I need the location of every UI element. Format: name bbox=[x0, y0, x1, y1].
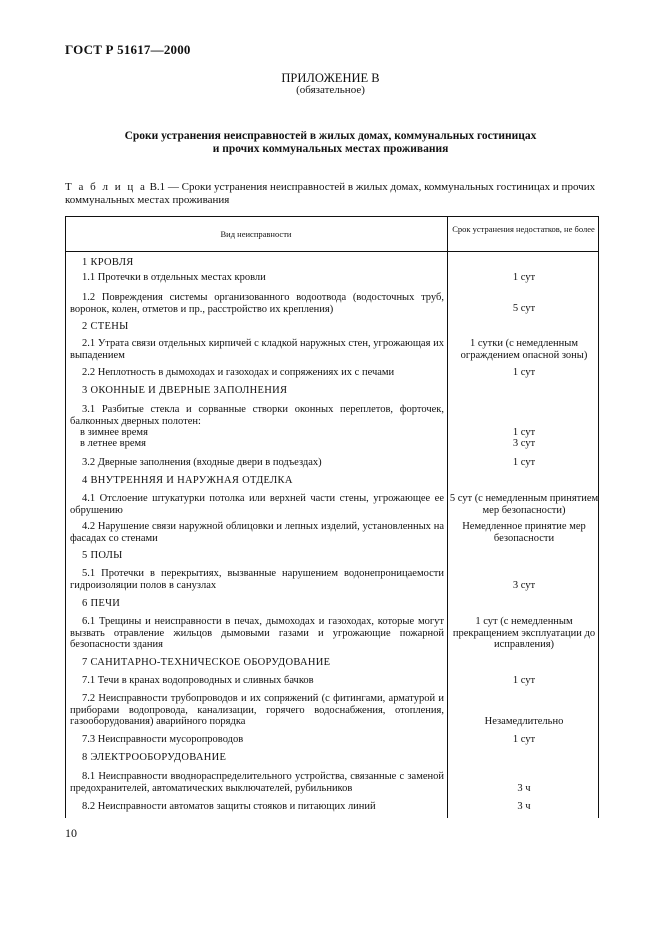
fault-term: 3 ч bbox=[517, 801, 531, 812]
fault-term: Немедленное принятие мер безопасности bbox=[462, 521, 586, 544]
table-header bbox=[65, 216, 599, 252]
column-header-fault-type: Вид неисправности bbox=[220, 229, 292, 239]
fault-description: 5.1 Протечки в перекрытиях, вызванные нарушением водонепроницаемости гидроизоляции полов в санузлах bbox=[70, 568, 444, 591]
fault-description: 3.1 Разбитые стекла и сорванные створки оконных переплетов, форточек, балконных дверных полотен: bbox=[70, 404, 444, 427]
section-heading: 7 САНИТАРНО-ТЕХНИЧЕСКОЕ ОБОРУДОВАНИЕ bbox=[82, 657, 331, 668]
fault-description: 4.1 Отслоение штукатурки потолка или верхней части стены, угрожающее ее обрушению bbox=[70, 493, 444, 516]
fault-term: 1 сут bbox=[512, 427, 536, 438]
fault-description: 2.2 Неплотность в дымоходах и газоходах и сопряжениях их с печами bbox=[82, 367, 395, 378]
fault-term: 1 сут bbox=[512, 734, 536, 745]
fault-term: 5 сут bbox=[512, 303, 536, 314]
fault-description: 1.1 Протечки в отдельных местах кровли bbox=[82, 272, 266, 283]
fault-description: 7.1 Течи в кранах водопроводных и сливных бачков bbox=[82, 675, 314, 686]
fault-term: 3 сут bbox=[512, 580, 536, 591]
fault-description: 8.1 Неисправности вводнораспределительного устройства, связанные с заменой предохранителей, автоматических выключателей, рубильников bbox=[70, 771, 444, 794]
fault-description: 6.1 Трещины и неисправности в печах, дымоходах и газоходах, которые могут вызвать отравление жильцов дымовыми газами и угрожающие пожарной безопасности здания bbox=[70, 616, 444, 650]
appendix-heading bbox=[0, 72, 661, 96]
fault-term: 5 сут (с немедленным принятием мер безопасности) bbox=[449, 493, 599, 516]
fault-term: 3 сут bbox=[512, 438, 536, 449]
section-heading: 3 ОКОННЫЕ И ДВЕРНЫЕ ЗАПОЛНЕНИЯ bbox=[82, 385, 288, 396]
fault-description: 7.3 Неисправности мусоропроводов bbox=[82, 734, 244, 745]
fault-term: 1 сут bbox=[512, 457, 536, 468]
appendix-note: (обязательное) bbox=[296, 84, 365, 96]
fault-term: 1 сутки (с немедленным ограждением опасной зоны) bbox=[460, 338, 588, 361]
fault-description: 7.2 Неисправности трубопроводов и их сопряжений (с фитингами, арматурой и приборами водопровода, канализации, горячего водоснабжения, отопления, газооборудования) аварийного порядка bbox=[70, 693, 444, 727]
section-heading: 2 СТЕНЫ bbox=[82, 321, 129, 332]
fault-term: 1 сут bbox=[512, 272, 536, 283]
table-caption-text: В.1 — Сроки устранения неисправностей в жилых домах, коммунальных гостиницах и прочих коммунальных местах проживания bbox=[65, 181, 596, 206]
fault-description: 3.2 Дверные заполнения (входные двери в подъездах) bbox=[82, 457, 322, 468]
section-heading: 5 ПОЛЫ bbox=[82, 550, 123, 561]
section-heading: 1 КРОВЛЯ bbox=[82, 257, 134, 268]
fault-term: 3 ч bbox=[517, 783, 531, 794]
appendix-label: ПРИЛОЖЕНИЕ В bbox=[281, 71, 380, 85]
table-column-divider bbox=[447, 216, 448, 818]
fault-description: 1.2 Повреждения системы организованного водоотвода (водосточных труб, воронок, колен, отметов и пр., расстройство их крепления) bbox=[70, 292, 444, 315]
title-line-1: Сроки устранения неисправностей в жилых домах, коммунальных гостиницах bbox=[124, 130, 537, 142]
document-header: ГОСТ Р 51617—2000 bbox=[65, 42, 191, 57]
column-header-term: Срок устранения недостатков, не более bbox=[452, 224, 595, 234]
page-number: 10 bbox=[65, 826, 77, 840]
fault-description: 8.2 Неисправности автоматов защиты стояков и питающих линий bbox=[82, 801, 376, 812]
title-line-2: и прочих коммунальных местах проживания bbox=[212, 143, 449, 155]
fault-term: Незамедлительно bbox=[484, 716, 564, 727]
section-heading: 8 ЭЛЕКТРООБОРУДОВАНИЕ bbox=[82, 752, 227, 763]
table-caption bbox=[65, 181, 605, 206]
fault-description: 2.1 Утрата связи отдельных кирпичей с кладкой наружных стен, угрожающая их выпадением bbox=[70, 338, 444, 361]
fault-term: 1 сут bbox=[512, 675, 536, 686]
table-caption-prefix: Т а б л и ц а bbox=[65, 181, 147, 193]
fault-subitem: в летнее время bbox=[80, 438, 146, 449]
fault-subitem: в зимнее время bbox=[80, 427, 148, 438]
document-title bbox=[0, 130, 661, 156]
fault-term: 1 сут bbox=[512, 367, 536, 378]
section-heading: 4 ВНУТРЕННЯЯ И НАРУЖНАЯ ОТДЕЛКА bbox=[82, 475, 293, 486]
fault-term: 1 сут (с немедленным прекращением эксплуатации до исправления) bbox=[452, 616, 596, 650]
fault-description: 4.2 Нарушение связи наружной облицовки и лепных изделий, установленных на фасадах со стенами bbox=[70, 521, 444, 544]
section-heading: 6 ПЕЧИ bbox=[82, 598, 121, 609]
